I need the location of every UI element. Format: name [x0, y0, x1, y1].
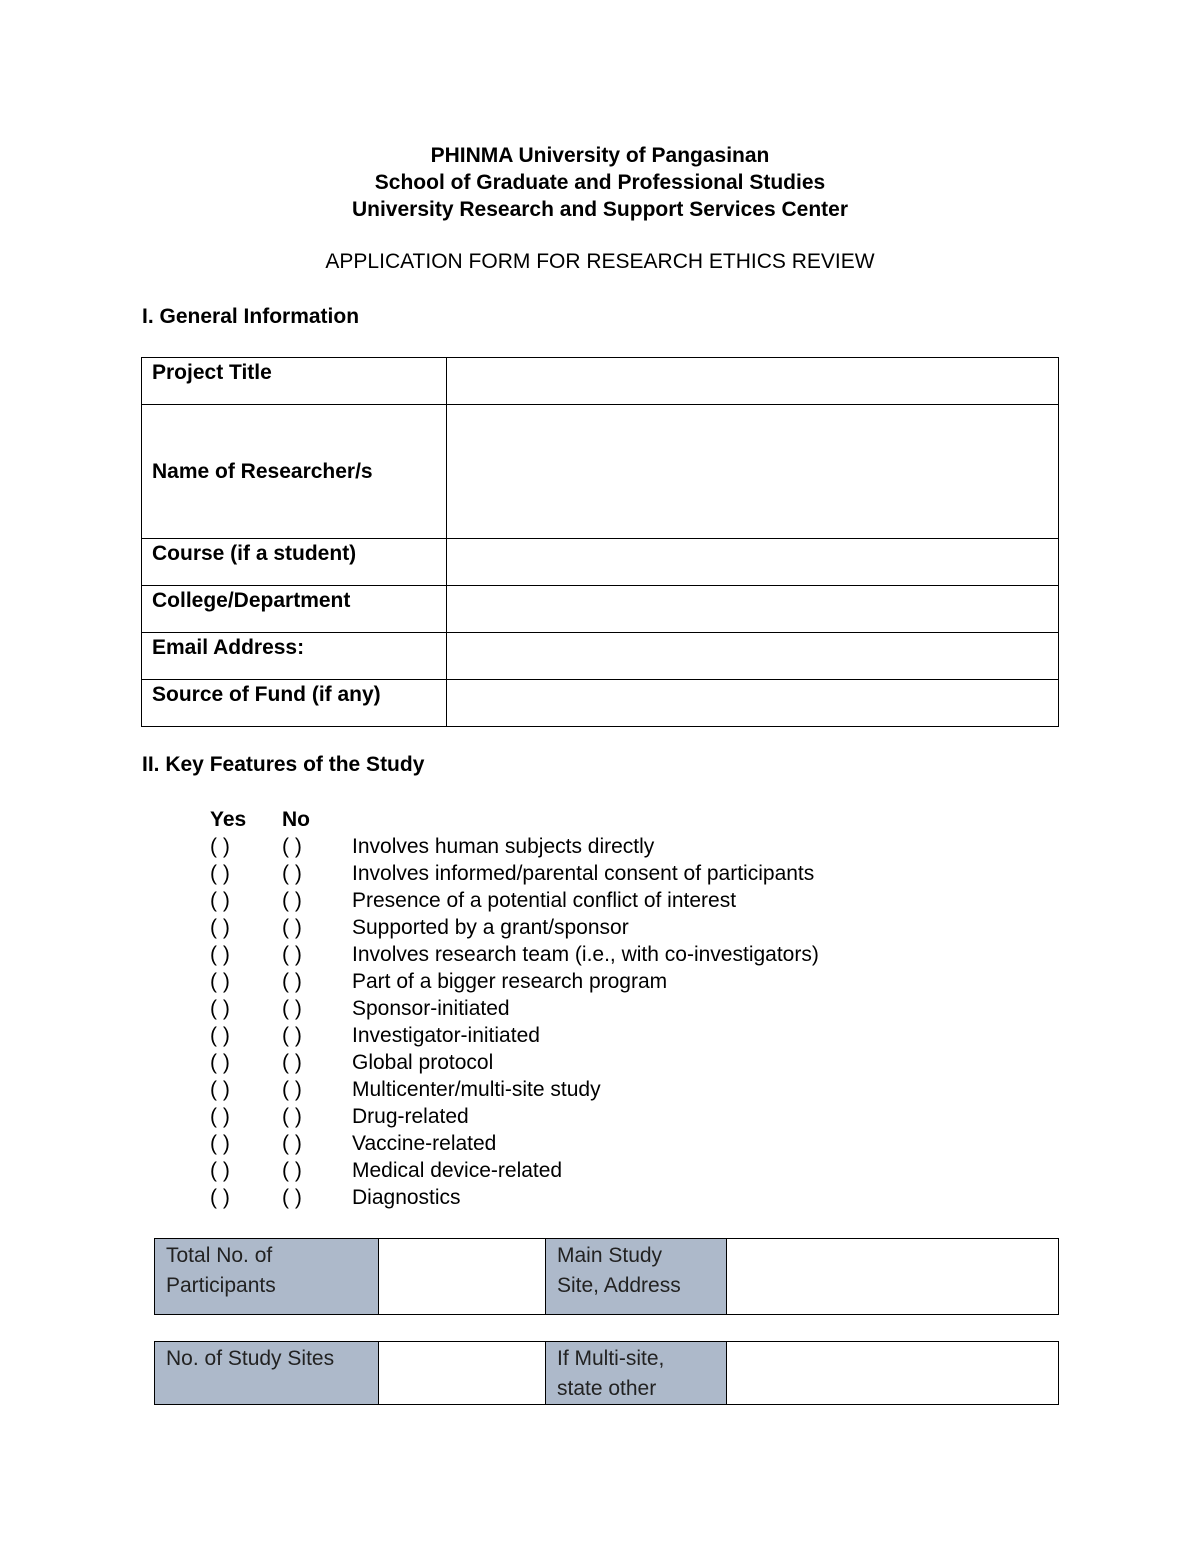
yes-checkbox[interactable]: ( ) [210, 1132, 230, 1155]
list-item [210, 914, 819, 941]
feature-label: Diagnostics [352, 1186, 461, 1209]
university-name: PHINMA University of Pangasinan [430, 144, 770, 167]
college-department-label: College/Department [142, 586, 447, 633]
yes-checkbox[interactable]: ( ) [210, 1105, 230, 1128]
list-item [210, 968, 819, 995]
section-key-features-heading: II. Key Features of the Study [142, 753, 425, 776]
yes-checkbox[interactable]: ( ) [210, 916, 230, 939]
course-label: Course (if a student) [142, 539, 447, 586]
feature-label: Sponsor-initiated [352, 997, 510, 1020]
email-address-label: Email Address: [142, 633, 447, 680]
feature-label: Involves human subjects directly [352, 835, 655, 858]
feature-label: Involves research team (i.e., with co-investigators) [352, 943, 819, 966]
participants-site-table [154, 1238, 1059, 1315]
course-field[interactable] [447, 539, 1059, 586]
yes-checkbox[interactable]: ( ) [210, 889, 230, 912]
yes-checkbox[interactable]: ( ) [210, 970, 230, 993]
no-checkbox[interactable]: ( ) [282, 862, 302, 885]
researcher-name-field[interactable] [447, 405, 1059, 539]
list-item [210, 860, 819, 887]
list-item [210, 833, 819, 860]
table-row [142, 358, 1059, 405]
list-item [210, 1157, 819, 1184]
yes-checkbox[interactable]: ( ) [210, 1159, 230, 1182]
no-checkbox[interactable]: ( ) [282, 1105, 302, 1128]
no-checkbox[interactable]: ( ) [282, 1186, 302, 1209]
yes-checkbox[interactable]: ( ) [210, 1186, 230, 1209]
list-item [210, 1130, 819, 1157]
yes-checkbox[interactable]: ( ) [210, 1078, 230, 1101]
yes-checkbox[interactable]: ( ) [210, 997, 230, 1020]
no-checkbox[interactable]: ( ) [282, 1159, 302, 1182]
form-title: APPLICATION FORM FOR RESEARCH ETHICS REVIEW [325, 250, 875, 273]
feature-label: Drug-related [352, 1105, 469, 1128]
school-name: School of Graduate and Professional Studies [374, 171, 826, 194]
multi-site-label: If Multi-site, state other [546, 1342, 727, 1405]
project-title-field[interactable] [447, 358, 1059, 405]
no-checkbox[interactable]: ( ) [282, 1132, 302, 1155]
no-column-label: No [282, 808, 310, 831]
total-participants-field[interactable] [379, 1239, 546, 1315]
key-features-checklist [210, 806, 819, 1211]
list-item [210, 941, 819, 968]
feature-label: Supported by a grant/sponsor [352, 916, 629, 939]
checklist-rows [210, 833, 819, 1211]
feature-label: Vaccine-related [352, 1132, 497, 1155]
list-item [210, 1076, 819, 1103]
checklist-header [210, 806, 819, 833]
researcher-name-label: Name of Researcher/s [142, 405, 447, 539]
list-item [210, 1103, 819, 1130]
no-checkbox[interactable]: ( ) [282, 970, 302, 993]
document-header [0, 142, 1200, 223]
study-sites-count-label: No. of Study Sites [155, 1342, 379, 1405]
yes-checkbox[interactable]: ( ) [210, 1024, 230, 1047]
list-item [210, 1022, 819, 1049]
total-participants-label: Total No. of Participants [155, 1239, 379, 1315]
table-row [155, 1239, 1059, 1315]
no-checkbox[interactable]: ( ) [282, 889, 302, 912]
no-checkbox[interactable]: ( ) [282, 1024, 302, 1047]
table-row [142, 405, 1059, 539]
no-checkbox[interactable]: ( ) [282, 835, 302, 858]
feature-label: Investigator-initiated [352, 1024, 540, 1047]
section-general-information-heading: I. General Information [142, 305, 360, 328]
yes-checkbox[interactable]: ( ) [210, 1051, 230, 1074]
yes-checkbox[interactable]: ( ) [210, 835, 230, 858]
main-study-site-field[interactable] [727, 1239, 1059, 1315]
list-item [210, 887, 819, 914]
feature-label: Involves informed/parental consent of participants [352, 862, 815, 885]
yes-column-label: Yes [210, 808, 247, 831]
email-address-field[interactable] [447, 633, 1059, 680]
multi-site-field[interactable] [727, 1342, 1059, 1405]
main-study-site-label: Main Study Site, Address [546, 1239, 727, 1315]
table-row [155, 1342, 1059, 1405]
table-row [142, 680, 1059, 727]
feature-label: Part of a bigger research program [352, 970, 668, 993]
feature-label: Global protocol [352, 1051, 494, 1074]
no-checkbox[interactable]: ( ) [282, 1078, 302, 1101]
feature-label: Medical device-related [352, 1159, 563, 1182]
study-sites-table [154, 1341, 1059, 1405]
no-checkbox[interactable]: ( ) [282, 997, 302, 1020]
list-item [210, 1049, 819, 1076]
study-sites-count-field[interactable] [379, 1342, 546, 1405]
list-item [210, 995, 819, 1022]
table-row [142, 633, 1059, 680]
no-checkbox[interactable]: ( ) [282, 916, 302, 939]
college-department-field[interactable] [447, 586, 1059, 633]
table-row [142, 586, 1059, 633]
yes-checkbox[interactable]: ( ) [210, 943, 230, 966]
project-title-label: Project Title [142, 358, 447, 405]
yes-checkbox[interactable]: ( ) [210, 862, 230, 885]
list-item [210, 1184, 819, 1211]
table-row [142, 539, 1059, 586]
no-checkbox[interactable]: ( ) [282, 1051, 302, 1074]
center-name: University Research and Support Services Center [351, 198, 849, 221]
feature-label: Multicenter/multi-site study [352, 1078, 601, 1101]
feature-label: Presence of a potential conflict of interest [352, 889, 737, 912]
general-information-table [141, 357, 1059, 727]
source-of-fund-field[interactable] [447, 680, 1059, 727]
source-of-fund-label: Source of Fund (if any) [142, 680, 447, 727]
no-checkbox[interactable]: ( ) [282, 943, 302, 966]
